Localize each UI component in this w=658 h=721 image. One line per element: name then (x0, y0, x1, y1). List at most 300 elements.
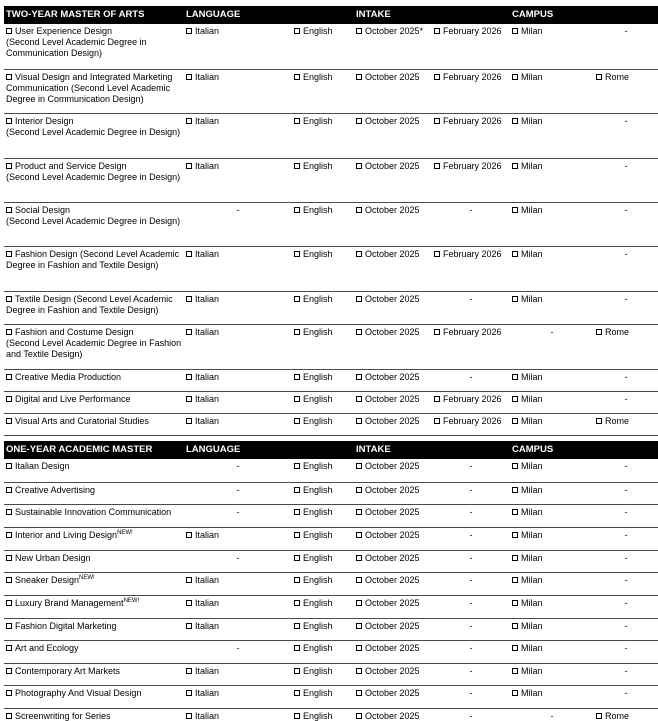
checkbox-icon[interactable] (6, 329, 12, 335)
checkbox-icon[interactable] (356, 296, 362, 302)
checkbox-icon[interactable] (356, 28, 362, 34)
checkbox-icon[interactable] (6, 532, 12, 538)
program-name-cell (4, 24, 184, 69)
checkbox-icon[interactable] (356, 600, 362, 606)
rome-campus (594, 595, 658, 618)
october-intake (354, 391, 432, 413)
milan-campus-label: Milan (521, 484, 543, 495)
checkbox-icon[interactable] (294, 577, 300, 583)
february-intake-label: February 2026 (443, 415, 502, 426)
program-name-cell (4, 158, 184, 202)
october-intake-label: October 2025 (365, 620, 420, 631)
program-name: Sneaker Design (15, 574, 80, 585)
checkbox-icon[interactable] (6, 374, 12, 380)
checkbox-icon[interactable] (294, 487, 300, 493)
february-intake (432, 640, 510, 663)
italian-option-label: Italian (195, 71, 220, 82)
checkbox-icon[interactable] (6, 645, 12, 651)
milan-campus (510, 113, 594, 158)
italian-option-label: Italian (195, 665, 220, 676)
checkbox-icon[interactable] (512, 296, 518, 302)
checkbox-icon[interactable] (356, 418, 362, 424)
program-degree-note: (Second Level Academic Degree in Fashion and Textile Design) (6, 337, 182, 359)
dash-mark: - (236, 204, 240, 215)
milan-campus (510, 482, 594, 504)
program-row (4, 550, 658, 572)
checkbox-icon[interactable] (512, 577, 518, 583)
program-name: Visual Design and Integrated Marketing Communication (Second Level Academic Degree in Communication Design) (6, 71, 173, 104)
october-intake-label: October 2025 (365, 326, 420, 337)
checkbox-icon[interactable] (356, 329, 362, 335)
checkbox-icon[interactable] (294, 509, 300, 515)
italian-option (184, 413, 292, 435)
program-name: Creative Media Production (15, 371, 122, 382)
checkbox-icon[interactable] (6, 28, 12, 34)
checkbox-icon[interactable] (294, 532, 300, 538)
program-name-cell (4, 527, 184, 550)
program-row (4, 663, 658, 685)
rome-campus (594, 550, 658, 572)
english-option-label: English (303, 371, 333, 382)
checkbox-icon[interactable] (186, 623, 192, 629)
program-row (4, 391, 658, 413)
checkbox-icon[interactable] (512, 463, 518, 469)
checkbox-icon[interactable] (512, 396, 518, 402)
october-intake-label: October 2025 (365, 393, 420, 404)
checkbox-icon[interactable] (6, 623, 12, 629)
checkbox-icon[interactable] (512, 509, 518, 515)
checkbox-icon[interactable] (294, 555, 300, 561)
english-option-label: English (303, 326, 333, 337)
february-intake (432, 413, 510, 435)
checkbox-icon[interactable] (356, 555, 362, 561)
october-intake-label: October 2025 (365, 506, 420, 517)
checkbox-icon[interactable] (6, 463, 12, 469)
italian-option (184, 369, 292, 391)
program-name: Art and Ecology (15, 642, 79, 653)
rome-campus-label: Rome (605, 415, 630, 426)
italian-option-label: Italian (195, 248, 220, 259)
checkbox-icon[interactable] (294, 118, 300, 124)
program-name: Social Design (15, 204, 71, 215)
checkbox-icon[interactable] (6, 418, 12, 424)
october-intake (354, 618, 432, 640)
checkbox-icon[interactable] (6, 74, 12, 80)
dash-mark: - (469, 552, 473, 563)
checkbox-icon[interactable] (596, 74, 602, 80)
checkbox-icon[interactable] (294, 251, 300, 257)
program-name-cell (4, 685, 184, 708)
program-name-cell (4, 413, 184, 435)
october-intake (354, 158, 432, 202)
october-intake (354, 527, 432, 550)
october-intake (354, 685, 432, 708)
checkbox-icon[interactable] (512, 623, 518, 629)
program-row (4, 24, 658, 69)
dash-mark: - (236, 484, 240, 495)
italian-option (184, 482, 292, 504)
checkbox-icon[interactable] (512, 690, 518, 696)
dash-mark: - (624, 687, 628, 698)
english-option-label: English (303, 71, 333, 82)
checkbox-icon[interactable] (434, 74, 440, 80)
english-option (292, 113, 354, 158)
checkbox-icon[interactable] (186, 600, 192, 606)
english-option-label: English (303, 642, 333, 653)
february-intake-label: February 2026 (443, 248, 502, 259)
english-option (292, 504, 354, 527)
checkbox-icon[interactable] (512, 28, 518, 34)
checkbox-icon[interactable] (186, 577, 192, 583)
dash-mark: - (624, 506, 628, 517)
programs-table (4, 6, 658, 721)
february-intake-label: February 2026 (443, 326, 502, 337)
checkbox-icon[interactable] (356, 463, 362, 469)
october-intake (354, 459, 432, 482)
checkbox-icon[interactable] (294, 418, 300, 424)
milan-campus (510, 504, 594, 527)
program-row (4, 413, 658, 435)
dash-mark: - (469, 597, 473, 608)
checkbox-icon[interactable] (6, 509, 12, 515)
checkbox-icon[interactable] (356, 690, 362, 696)
italian-option (184, 24, 292, 69)
checkbox-icon[interactable] (356, 118, 362, 124)
program-degree-note: (Second Level Academic Degree in Design) (6, 215, 181, 226)
rome-campus-label: Rome (605, 326, 630, 337)
checkbox-icon[interactable] (6, 487, 12, 493)
rome-campus (594, 504, 658, 527)
checkbox-icon[interactable] (186, 668, 192, 674)
checkbox-icon[interactable] (434, 28, 440, 34)
english-option-label: English (303, 293, 333, 304)
october-intake (354, 708, 432, 721)
checkbox-icon[interactable] (512, 532, 518, 538)
campus-header: CAMPUS (510, 6, 658, 24)
english-option-label: English (303, 415, 333, 426)
english-option-label: English (303, 687, 333, 698)
february-intake-label: February 2026 (443, 71, 502, 82)
english-option-label: English (303, 574, 333, 585)
rome-campus (594, 202, 658, 246)
milan-campus (510, 708, 594, 721)
checkbox-icon[interactable] (6, 296, 12, 302)
program-name: Screenwriting for Series (15, 710, 111, 721)
october-intake-label: October 2025 (365, 574, 420, 585)
checkbox-icon[interactable] (294, 600, 300, 606)
english-option-label: English (303, 393, 333, 404)
program-name: Fashion Digital Marketing (15, 620, 117, 631)
checkbox-icon[interactable] (294, 74, 300, 80)
checkbox-icon[interactable] (356, 396, 362, 402)
february-intake-label: February 2026 (443, 393, 502, 404)
italian-option (184, 640, 292, 663)
checkbox-icon[interactable] (186, 251, 192, 257)
rome-campus (594, 24, 658, 69)
checkbox-icon[interactable] (6, 396, 12, 402)
english-option-label: English (303, 484, 333, 495)
checkbox-icon[interactable] (512, 645, 518, 651)
october-intake (354, 246, 432, 291)
checkbox-icon[interactable] (596, 713, 602, 719)
milan-campus (510, 459, 594, 482)
checkbox-icon[interactable] (434, 251, 440, 257)
checkbox-icon[interactable] (186, 532, 192, 538)
rome-campus (594, 527, 658, 550)
checkbox-icon[interactable] (186, 163, 192, 169)
october-intake-label: October 2025 (365, 371, 420, 382)
milan-campus-label: Milan (521, 642, 543, 653)
english-option-label: English (303, 26, 333, 36)
dash-mark: - (550, 710, 554, 721)
milan-campus-label: Milan (521, 620, 543, 631)
checkbox-icon[interactable] (596, 418, 602, 424)
checkbox-icon[interactable] (294, 690, 300, 696)
october-intake-label: October 2025* (365, 26, 424, 36)
dash-mark: - (469, 687, 473, 698)
english-option (292, 24, 354, 69)
february-intake (432, 113, 510, 158)
italian-option-label: Italian (195, 574, 220, 585)
program-name: Creative Advertising (15, 484, 96, 495)
checkbox-icon[interactable] (356, 623, 362, 629)
checkbox-icon[interactable] (6, 118, 12, 124)
dash-mark: - (469, 484, 473, 495)
milan-campus-label: Milan (521, 371, 543, 382)
checkbox-icon[interactable] (512, 163, 518, 169)
milan-campus-label: Milan (521, 461, 543, 471)
checkbox-icon[interactable] (356, 645, 362, 651)
checkbox-icon[interactable] (294, 623, 300, 629)
october-intake (354, 202, 432, 246)
dash-mark: - (236, 506, 240, 517)
program-row (4, 202, 658, 246)
checkbox-icon[interactable] (434, 418, 440, 424)
italian-option-label: Italian (195, 597, 220, 608)
italian-option (184, 618, 292, 640)
checkbox-icon[interactable] (434, 329, 440, 335)
italian-option-label: Italian (195, 293, 220, 304)
checkbox-icon[interactable] (6, 713, 12, 719)
checkbox-icon[interactable] (512, 207, 518, 213)
english-option-label: English (303, 160, 333, 171)
english-option (292, 482, 354, 504)
milan-campus-label: Milan (521, 393, 543, 404)
checkbox-icon[interactable] (6, 251, 12, 257)
milan-campus (510, 527, 594, 550)
italian-option-label: Italian (195, 371, 220, 382)
checkbox-icon[interactable] (6, 577, 12, 583)
checkbox-icon[interactable] (6, 668, 12, 674)
october-intake (354, 640, 432, 663)
checkbox-icon[interactable] (356, 509, 362, 515)
italian-option (184, 246, 292, 291)
checkbox-icon[interactable] (294, 374, 300, 380)
dash-mark: - (624, 484, 628, 495)
checkbox-icon[interactable] (186, 713, 192, 719)
milan-campus-label: Milan (521, 293, 543, 304)
milan-campus-label: Milan (521, 665, 543, 676)
program-name: Interior and Living Design (15, 529, 118, 540)
checkbox-icon[interactable] (6, 690, 12, 696)
english-option-label: English (303, 248, 333, 259)
milan-campus (510, 640, 594, 663)
rome-campus (594, 618, 658, 640)
checkbox-icon[interactable] (294, 28, 300, 34)
new-badge: NEW! (79, 574, 95, 581)
program-name: Visual Arts and Curatorial Studies (15, 415, 149, 426)
checkbox-icon[interactable] (356, 713, 362, 719)
checkbox-icon[interactable] (356, 487, 362, 493)
checkbox-icon[interactable] (186, 690, 192, 696)
checkbox-icon[interactable] (512, 668, 518, 674)
checkbox-icon[interactable] (512, 74, 518, 80)
program-name-cell (4, 640, 184, 663)
october-intake (354, 550, 432, 572)
milan-campus-label: Milan (521, 597, 543, 608)
milan-campus-label: Milan (521, 204, 543, 215)
english-option-label: English (303, 115, 333, 126)
checkbox-icon[interactable] (186, 396, 192, 402)
checkbox-icon[interactable] (6, 555, 12, 561)
checkbox-icon[interactable] (186, 296, 192, 302)
checkbox-icon[interactable] (596, 329, 602, 335)
english-option (292, 663, 354, 685)
program-row (4, 324, 658, 369)
rome-campus (594, 685, 658, 708)
milan-campus-label: Milan (521, 574, 543, 585)
checkbox-icon[interactable] (356, 374, 362, 380)
program-name: Digital and Live Performance (15, 393, 131, 404)
italian-option-label: Italian (195, 115, 220, 126)
program-row (4, 504, 658, 527)
section-header (4, 6, 658, 24)
milan-campus-label: Milan (521, 160, 543, 171)
checkbox-icon[interactable] (294, 396, 300, 402)
program-degree-note: (Second Level Academic Degree in Communication Design) (6, 37, 147, 58)
checkbox-icon[interactable] (356, 532, 362, 538)
program-name: Textile Design (Second Level Academic Degree in Fashion and Textile Design) (6, 293, 173, 315)
february-intake (432, 595, 510, 618)
dash-mark: - (469, 574, 473, 585)
checkbox-icon[interactable] (6, 207, 12, 213)
milan-campus (510, 595, 594, 618)
milan-campus (510, 572, 594, 595)
english-option (292, 595, 354, 618)
milan-campus (510, 618, 594, 640)
program-name-cell (4, 550, 184, 572)
dash-mark: - (624, 26, 628, 36)
october-intake-label: October 2025 (365, 293, 420, 304)
checkbox-icon[interactable] (512, 418, 518, 424)
english-option (292, 369, 354, 391)
checkbox-icon[interactable] (6, 600, 12, 606)
october-intake (354, 291, 432, 324)
february-intake (432, 459, 510, 482)
checkbox-icon[interactable] (434, 396, 440, 402)
italian-option-label: Italian (195, 710, 220, 721)
checkbox-icon[interactable] (512, 251, 518, 257)
checkbox-icon[interactable] (294, 645, 300, 651)
dash-mark: - (469, 506, 473, 517)
milan-campus (510, 550, 594, 572)
english-option-label: English (303, 506, 333, 517)
october-intake (354, 24, 432, 69)
checkbox-icon[interactable] (512, 487, 518, 493)
english-option (292, 246, 354, 291)
checkbox-icon[interactable] (294, 463, 300, 469)
english-option (292, 291, 354, 324)
february-intake (432, 482, 510, 504)
checkbox-icon[interactable] (294, 207, 300, 213)
checkbox-icon[interactable] (512, 600, 518, 606)
language-header: LANGUAGE (184, 441, 354, 459)
february-intake-label: February 2026 (443, 160, 502, 171)
october-intake-label: October 2025 (365, 710, 420, 721)
checkbox-icon[interactable] (512, 374, 518, 380)
english-option (292, 413, 354, 435)
checkbox-icon[interactable] (186, 74, 192, 80)
checkbox-icon[interactable] (294, 163, 300, 169)
program-name: New Urban Design (15, 552, 91, 563)
italian-option (184, 685, 292, 708)
checkbox-icon[interactable] (294, 329, 300, 335)
english-option-label: English (303, 529, 333, 540)
checkbox-icon[interactable] (186, 118, 192, 124)
checkbox-icon[interactable] (356, 74, 362, 80)
checkbox-icon[interactable] (294, 668, 300, 674)
checkbox-icon[interactable] (356, 251, 362, 257)
checkbox-icon[interactable] (512, 118, 518, 124)
february-intake (432, 202, 510, 246)
italian-option (184, 550, 292, 572)
checkbox-icon[interactable] (356, 668, 362, 674)
checkbox-icon[interactable] (434, 118, 440, 124)
program-name: Fashion and Costume Design (15, 326, 134, 337)
rome-campus (594, 369, 658, 391)
february-intake (432, 324, 510, 369)
program-degree-note: (Second Level Academic Degree in Design) (6, 171, 181, 182)
checkbox-icon[interactable] (186, 329, 192, 335)
checkbox-icon[interactable] (356, 577, 362, 583)
checkbox-icon[interactable] (434, 163, 440, 169)
rome-campus (594, 113, 658, 158)
checkbox-icon[interactable] (186, 28, 192, 34)
checkbox-icon[interactable] (6, 163, 12, 169)
milan-campus-label: Milan (521, 552, 543, 563)
checkbox-icon[interactable] (294, 713, 300, 719)
checkbox-icon[interactable] (294, 296, 300, 302)
dash-mark: - (236, 642, 240, 653)
italian-option (184, 572, 292, 595)
checkbox-icon[interactable] (512, 555, 518, 561)
program-row (4, 572, 658, 595)
milan-campus (510, 69, 594, 113)
dash-mark: - (236, 552, 240, 563)
english-option (292, 459, 354, 482)
checkbox-icon[interactable] (356, 163, 362, 169)
italian-option-label: Italian (195, 529, 220, 540)
checkbox-icon[interactable] (186, 374, 192, 380)
new-badge: NEW! (117, 529, 133, 536)
program-name-cell (4, 291, 184, 324)
italian-option-label: Italian (195, 393, 220, 404)
program-name-cell (4, 663, 184, 685)
checkbox-icon[interactable] (186, 418, 192, 424)
checkbox-icon[interactable] (356, 207, 362, 213)
february-intake (432, 158, 510, 202)
october-intake (354, 369, 432, 391)
